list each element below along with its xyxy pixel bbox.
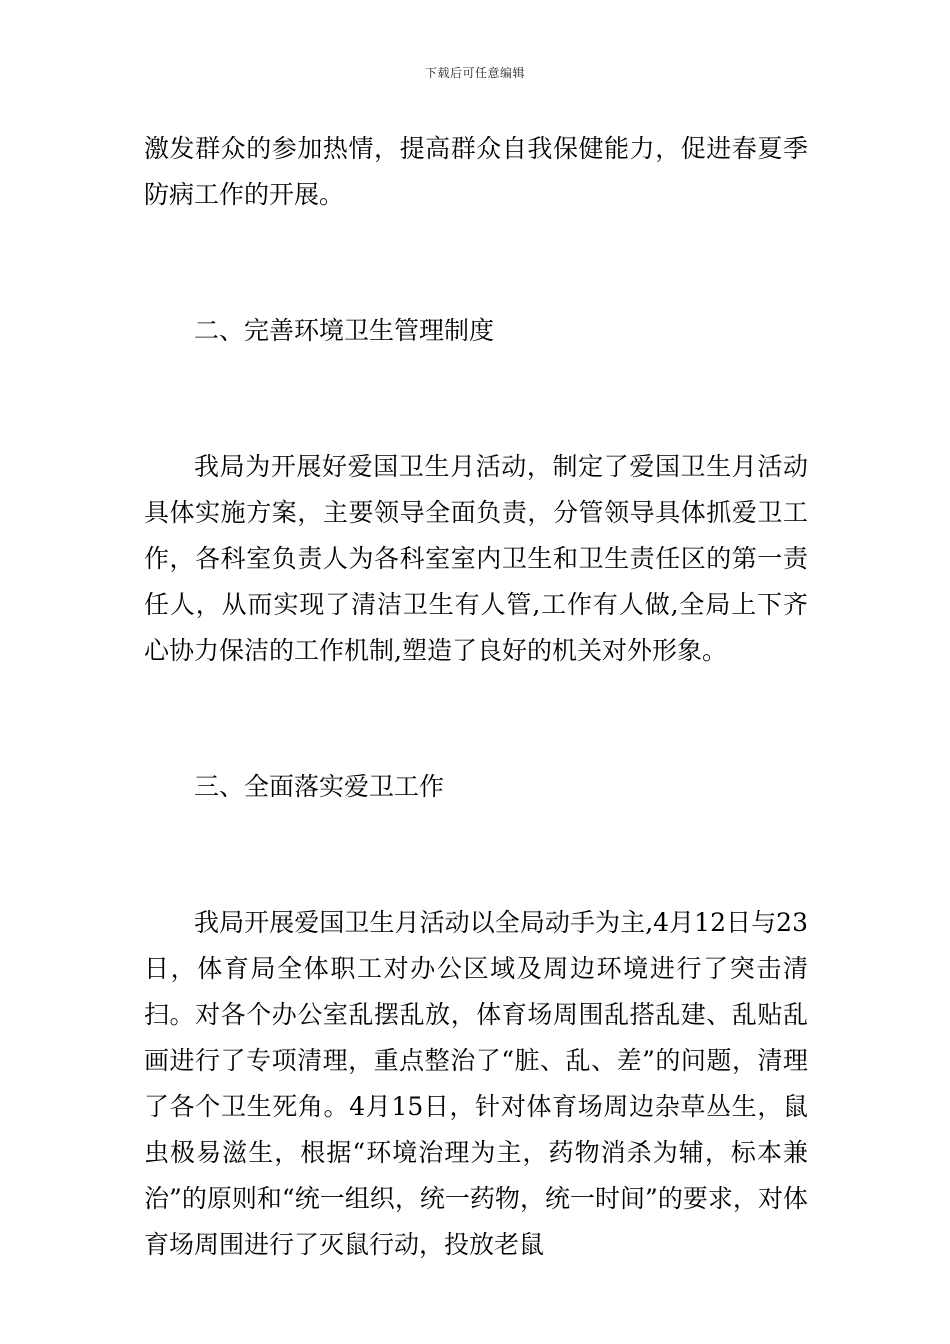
spacer <box>144 810 808 900</box>
section-heading-2: 二、完善环境卫生管理制度 <box>194 316 495 345</box>
section-heading-3: 三、全面落实爱卫工作 <box>194 772 445 801</box>
document-body <box>144 126 808 1268</box>
spacer <box>144 218 808 308</box>
spacer <box>144 674 808 764</box>
paragraph-1: 激发群众的参加热情，提高群众自我保健能力，促进春夏季防病工作的开展。 <box>144 134 808 209</box>
paragraph-3: 我局开展爱国卫生月活动以全局动手为主,4月12日与23日，体育局全体职工对办公区域及周边环境进行了突击清扫。对各个办公室乱摆乱放，体育场周围乱搭乱建、乱贴乱画进行了专项清理，重点整治了“脏、乱、差”的问题，清理了各个卫生死角。4月15日，针对体育场周边杂草丛生，鼠虫极易滋生，根据“环境治理为主，药物消杀为辅，标本兼治”的原则和“统一组织，统一药物，统一时间”的要求，对体育场周围进行了灭鼠行动，投放老鼠 <box>144 908 808 1259</box>
spacer <box>144 354 808 444</box>
paragraph-2: 我局为开展好爱国卫生月活动，制定了爱国卫生月活动具体实施方案，主要领导全面负责，分管领导具体抓爱卫工作，各科室负责人为各科室室内卫生和卫生责任区的第一责任人，从而实现了清洁卫生有人管,工作有人做,全局上下齐心协力保洁的工作机制,塑造了良好的机关对外形象。 <box>144 452 808 665</box>
header-note: 下载后可任意编辑 <box>424 66 525 80</box>
